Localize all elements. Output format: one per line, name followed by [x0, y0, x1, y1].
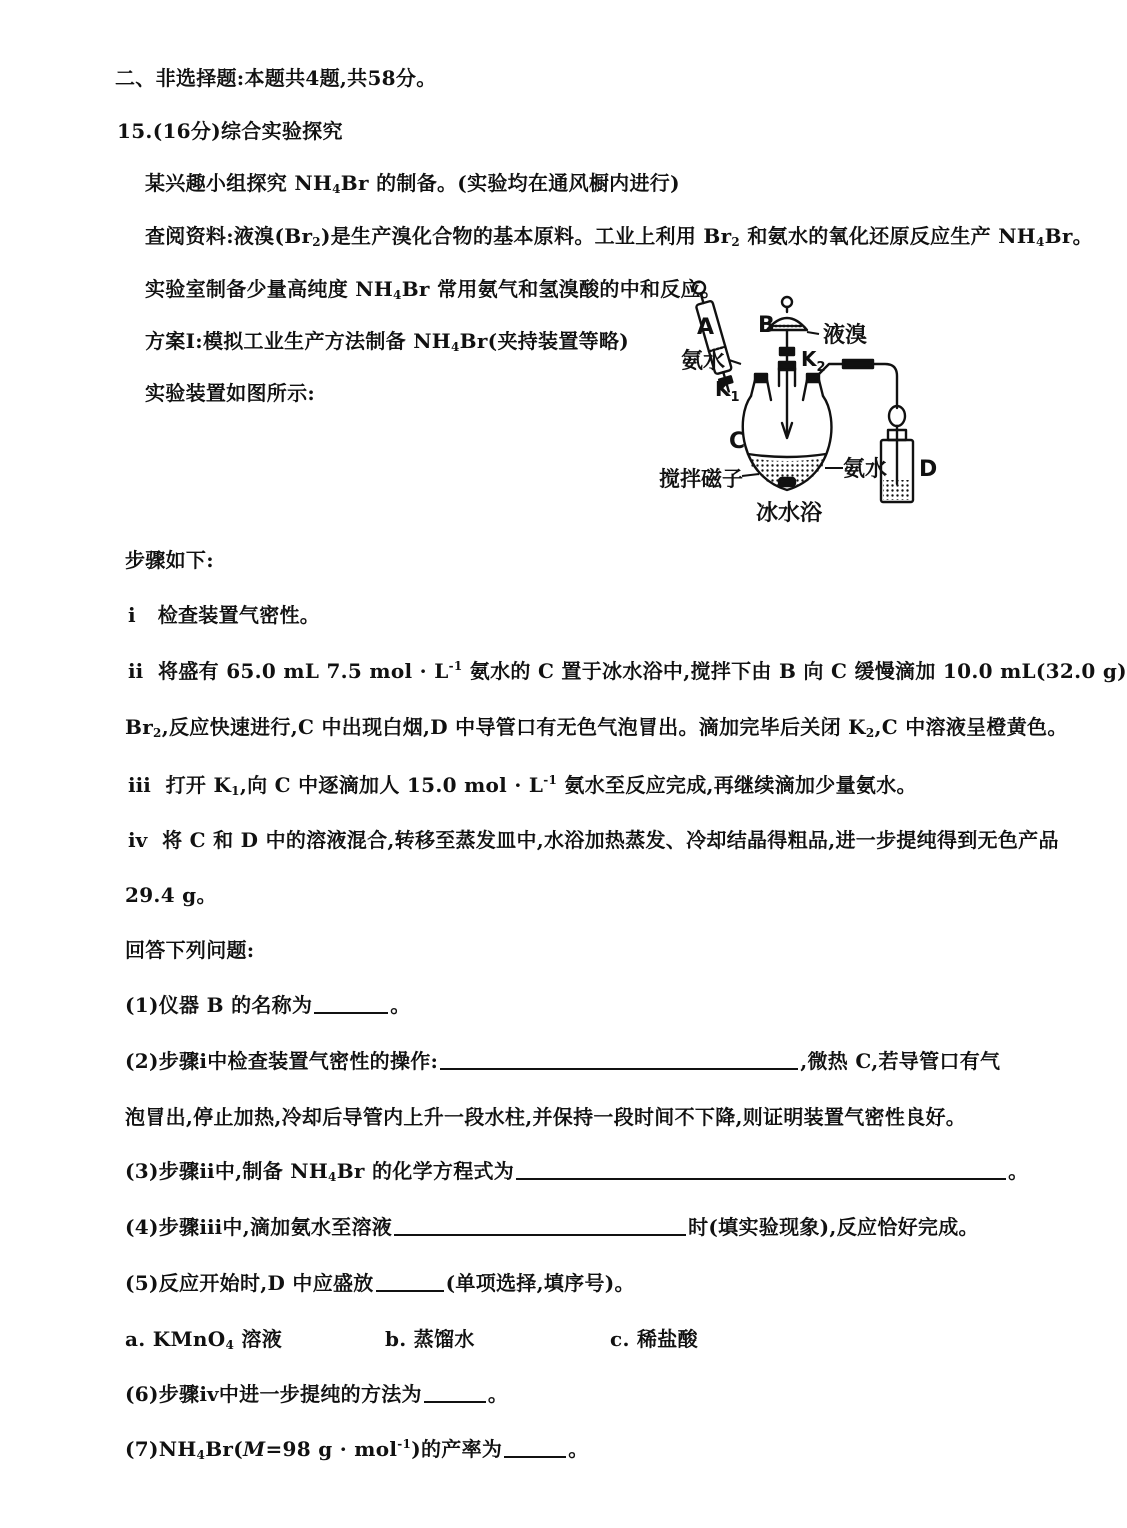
intro-line-3: 实验室制备少量高纯度 $NH_4Br$ 常用氨气和氢溴酸的中和反应。: [145, 277, 722, 302]
step-4-line-2: 29.4 g。: [125, 883, 217, 907]
intro-line-1: 某兴趣小组探究 $NH_4Br$ 的制备。(实验均在通风橱内进行): [145, 171, 680, 196]
question-2-line-2: 泡冒出,停止加热,冷却后导管内上升一段水柱,并保持一段时间不下降,则证明装置气密性良好。: [125, 1105, 967, 1129]
answer-blank-1[interactable]: [314, 994, 388, 1014]
answer-blank-5[interactable]: [376, 1272, 444, 1292]
answer-blank-2[interactable]: [440, 1050, 798, 1070]
apparatus-diagram: [655, 268, 945, 530]
question-6: (6)步骤ⅳ中进一步提纯的方法为 。: [125, 1382, 509, 1406]
step-1: ⅰ 检查装置气密性。: [128, 603, 321, 627]
question-3: (3)步骤ⅱ中,制备 $NH_4Br$ 的化学方程式为 。: [125, 1159, 1029, 1184]
step-4-line-1: ⅳ 将 C 和 D 中的溶液混合,转移至蒸发皿中,水浴加热蒸发、冷却结晶得粗品,进一步提纯得到无色产品: [128, 828, 1059, 852]
label-k2: $K_2$: [801, 347, 826, 375]
intro-line-2: 查阅资料:液溴$(Br_2)$是生产溴化合物的基本原料。工业上利用 $Br_2$ 和氨水的氧化还原反应生产 $NH_4Br$。: [145, 224, 1093, 249]
label-bromine: 液溴: [823, 323, 868, 348]
question-5: (5)反应开始时,D 中应盛放 (单项选择,填序号)。: [125, 1271, 635, 1295]
answer-blank-7[interactable]: [504, 1438, 566, 1458]
label-ammonia-left: 氨水: [681, 349, 726, 374]
label-k1: $K_1$: [715, 377, 740, 405]
question-title: 15.(16分)综合实验探究: [117, 119, 343, 143]
answer-blank-3[interactable]: [516, 1160, 1006, 1180]
answer-blank-4[interactable]: [394, 1216, 686, 1236]
step-2-line-1: ⅱ 将盛有 65.0 mL 7.5 mol · $L^{-1}$ 氨水的 C 置于冰水浴中,搅拌下由 B 向 C 缓慢滴加 10.0 mL(32.0 g): [128, 659, 1127, 683]
section-header: 二、非选择题:本题共4题,共58分。: [115, 66, 437, 90]
label-b: B: [758, 313, 775, 338]
label-d: D: [919, 457, 938, 482]
step-2-line-2: $Br_2$,反应快速进行,C 中出现白烟,D 中导管口有无色气泡冒出。滴加完毕后关闭 $K_2,C$ 中溶液呈橙黄色。: [125, 715, 1068, 740]
option-a: a. KMnO$_4$ 溶液: [125, 1327, 283, 1352]
answer-blank-6[interactable]: [424, 1383, 486, 1403]
label-a: A: [697, 315, 715, 340]
label-c: C: [729, 429, 746, 454]
step-3: ⅲ 打开 $K_1$,向 C 中逐滴加人 15.0 mol · $L^{-1}$ 氨水至反应完成,再继续滴加少量氨水。: [128, 773, 917, 798]
option-b: b. 蒸馏水: [385, 1327, 475, 1351]
label-ammonia-right: 氨水: [843, 457, 888, 482]
question-4: (4)步骤ⅲ中,滴加氨水至溶液 时(填实验现象),反应恰好完成。: [125, 1215, 979, 1239]
intro-line-5: 实验装置如图所示:: [145, 381, 316, 405]
option-c: c. 稀盐酸: [610, 1327, 698, 1351]
question-7: $(7)NH_4Br(M=98$ g · mol$^{-1}$)的产率为 。: [125, 1437, 589, 1462]
question-1: (1)仪器 B 的名称为 。: [125, 993, 411, 1017]
question-2-line-1: (2)步骤ⅰ中检查装置气密性的操作: ,微热 C,若导管口有气: [125, 1049, 1001, 1073]
questions-heading: 回答下列问题:: [125, 938, 255, 962]
label-icebath: 冰水浴: [756, 501, 823, 526]
flask-liquid: [749, 458, 825, 488]
label-stirrer: 搅拌磁子: [659, 467, 743, 491]
steps-heading: 步骤如下:: [125, 548, 214, 572]
intro-line-4: 方案Ⅰ:模拟工业生产方法制备 $NH_4Br$(夹持装置等略): [145, 329, 630, 354]
